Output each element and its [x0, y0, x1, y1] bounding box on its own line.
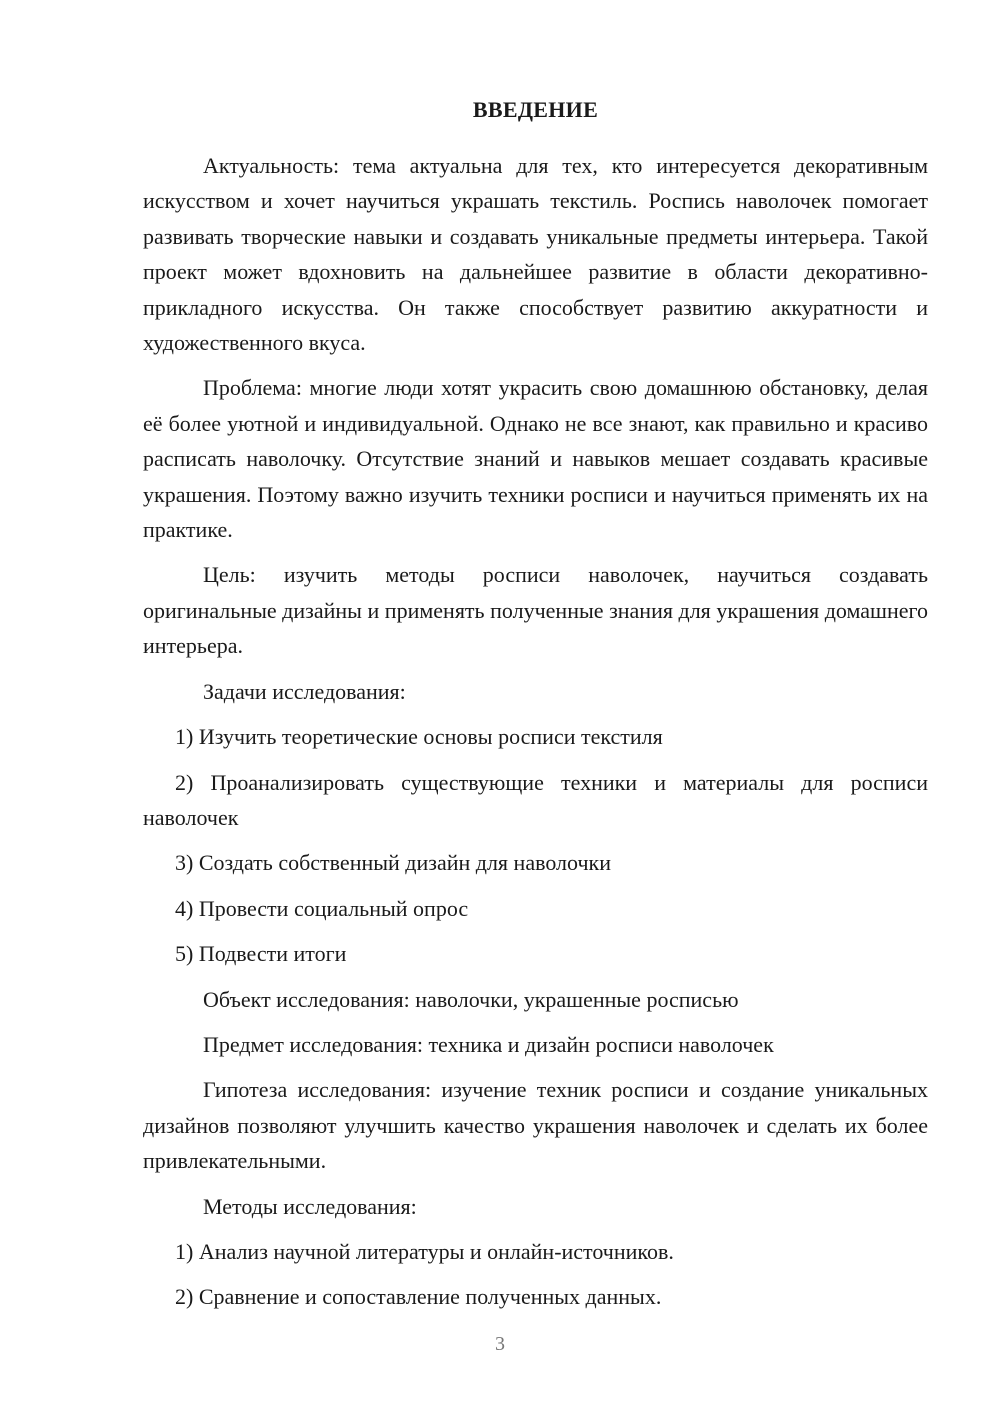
problem-paragraph: Проблема: многие люди хотят украсить свою домашнюю обстановку, делая её более уютной и индивидуальной. Однако не все знают, как правильно и красиво расписать наволочку. Отсутствие знаний и навыков мешает создавать красивые украшения. Поэтому важно изучить техники росписи и научиться применять их на практике.: [143, 375, 928, 543]
page-number: 3: [495, 1333, 505, 1355]
methods-heading: Методы исследования:: [203, 1193, 417, 1219]
goal-paragraph: Цель: изучить методы росписи наволочек, научиться создавать оригинальные дизайны и применять полученные знания для украшения домашнего интерьера.: [143, 562, 928, 659]
task-item-2: 2) Проанализировать существующие техники и материалы для росписи наволочек: [143, 769, 928, 830]
task-item-4: 4) Провести социальный опрос: [175, 895, 469, 921]
relevance-paragraph: Актуальность: тема актуальна для тех, кто интересуется декоративным искусством и хочет научиться украшать текстиль. Роспись наволочек помогает развивать творческие навыки и создавать уникальные предметы интерьера. Такой проект может вдохновить на дальнейшее развитие в области декоративно-прикладного искусства. Он также способствует развитию аккуратности и художественного вкуса.: [143, 153, 928, 356]
task-item-3: 3) Создать собственный дизайн для наволочки: [175, 850, 611, 876]
method-item-2: 2) Сравнение и сопоставление полученных данных.: [175, 1284, 662, 1310]
task-item-5: 5) Подвести итоги: [175, 941, 347, 967]
subject-line: Предмет исследования: техника и дизайн росписи наволочек: [203, 1031, 774, 1057]
method-item-1: 1) Анализ научной литературы и онлайн-источников.: [175, 1238, 674, 1264]
hypothesis-paragraph: Гипотеза исследования: изучение техник росписи и создание уникальных дизайнов позволяют улучшить качество украшения наволочек и сделать их более привлекательными.: [143, 1077, 928, 1174]
object-line: Объект исследования: наволочки, украшенные росписью: [203, 986, 739, 1012]
tasks-heading: Задачи исследования:: [203, 678, 406, 704]
document-page: [143, 96, 928, 1325]
page-title: ВВЕДЕНИЕ: [472, 97, 599, 122]
task-item-1: 1) Изучить теоретические основы росписи текстиля: [175, 724, 663, 750]
